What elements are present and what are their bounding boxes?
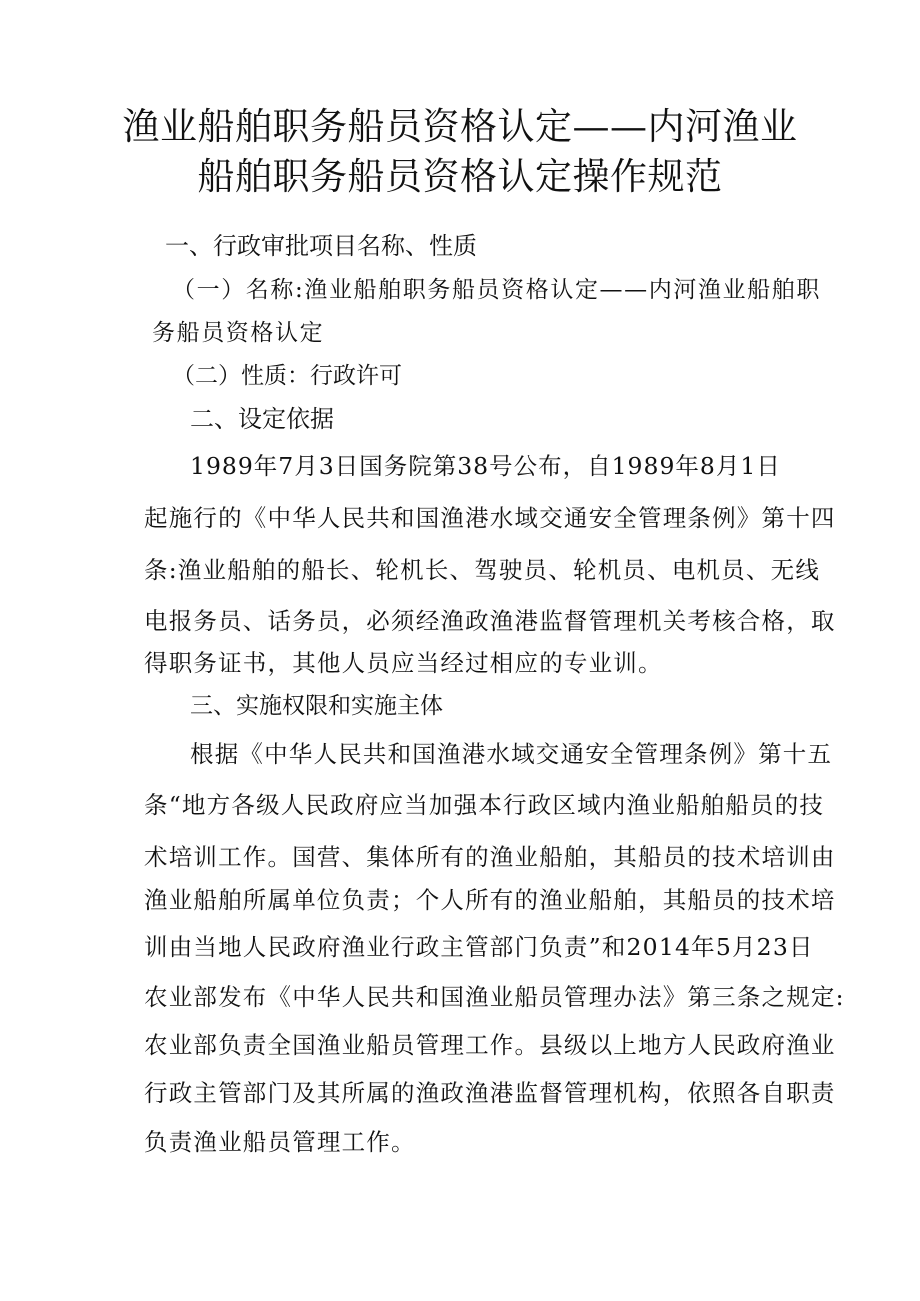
title-line-1: 渔业船舶职务船员资格认定——内河渔业 (122, 105, 798, 148)
section-3-paragraph-line: 条“地方各级人民政府应当加强本行政区域内渔业船舶船员的技 (144, 791, 825, 819)
section-1-item-1-line-1: （一）名称:渔业船舶职务船员资格认定——内河渔业船舶职 (172, 277, 821, 303)
section-2-paragraph-line: 起施行的《中华人民共和国渔港水域交通安全管理条例》第十四 (144, 504, 836, 532)
section-2-heading: 二、设定依据 (190, 405, 334, 433)
section-3-paragraph-line: 负责渔业船员管理工作。 (144, 1128, 416, 1156)
section-3-paragraph-line: 农业部发布《中华人民共和国渔业船员管理办法》第三条之规定: (144, 983, 845, 1011)
section-3-heading: 三、实施权限和实施主体 (190, 693, 443, 719)
section-2-paragraph-line: 条:渔业船舶的船长、轮机长、驾驶员、轮机员、电机员、无线 (144, 556, 821, 584)
section-1-item-1-line-2: 务船员资格认定 (152, 320, 325, 346)
section-1-item-2: （二）性质：行政许可 (172, 363, 402, 389)
section-3-paragraph-line: 行政主管部门及其所属的渔政渔港监督管理机构，依照各自职责 (144, 1079, 836, 1107)
section-1-heading: 一、行政审批项目名称、性质 (165, 232, 477, 260)
section-2-paragraph-line: 1989年7月3日国务院第38号公布，自1989年8月1日 (190, 452, 781, 480)
title-line-2: 船舶职务船员资格认定操作规范 (197, 155, 723, 198)
section-3-paragraph-line: 农业部负责全国渔业船员管理工作。县级以上地方人民政府渔业 (144, 1031, 836, 1059)
document-title (0, 102, 920, 202)
section-2-paragraph-line: 电报务员、话务员，必须经渔政渔港监督管理机关考核合格，取 (144, 607, 836, 635)
section-3-paragraph-line: 术培训工作。国营、集体所有的渔业船舶，其船员的技术培训由 (144, 843, 836, 871)
section-3-paragraph-line: 渔业船舶所属单位负责；个人所有的渔业船舶，其船员的技术培 (144, 886, 836, 914)
section-3-paragraph-line: 训由当地人民政府渔业行政主管部门负责”和2014年5月23日 (144, 933, 814, 961)
section-3-paragraph-line: 根据《中华人民共和国渔港水域交通安全管理条例》第十五 (190, 740, 833, 768)
section-2-paragraph-line: 得职务证书，其他人员应当经过相应的专业训。 (144, 649, 663, 677)
